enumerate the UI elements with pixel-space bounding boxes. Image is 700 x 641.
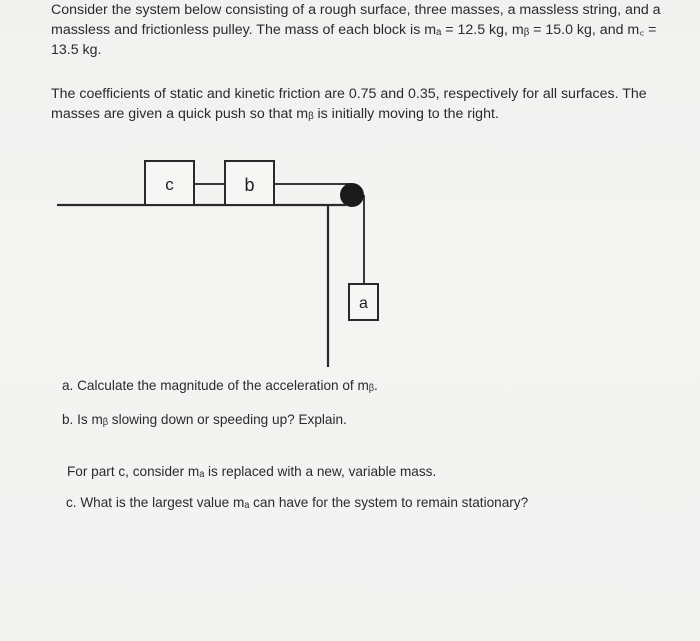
intro-line-2: massless and frictionless pulley. The mass of each block is mₐ = 12.5 kg, mᵦ = 15.0 kg, and m꜀ = <box>51 22 657 38</box>
question-a: a. Calculate the magnitude of the acceleration of mᵦ. <box>62 378 378 393</box>
block-b-label: b <box>244 175 255 195</box>
pulley <box>340 183 364 207</box>
block-c-label: c <box>165 175 174 194</box>
intro-line-1: Consider the system below consisting of a rough surface, three masses, a massless string, and a <box>51 2 661 18</box>
friction-line-2: masses are given a quick push so that mᵦ is initially moving to the right. <box>51 106 499 122</box>
question-b: b. Is mᵦ slowing down or speeding up? Explain. <box>62 412 347 427</box>
part-c-note: For part c, consider mₐ is replaced with a new, variable mass. <box>67 464 437 479</box>
friction-line-1: The coefficients of static and kinetic friction are 0.75 and 0.35, respectively for all surfaces. The <box>51 86 647 102</box>
question-c: c. What is the largest value mₐ can have for the system to remain stationary? <box>66 495 529 510</box>
block-a-label: a <box>359 295 368 312</box>
intro-line-3: 13.5 kg. <box>51 42 102 58</box>
